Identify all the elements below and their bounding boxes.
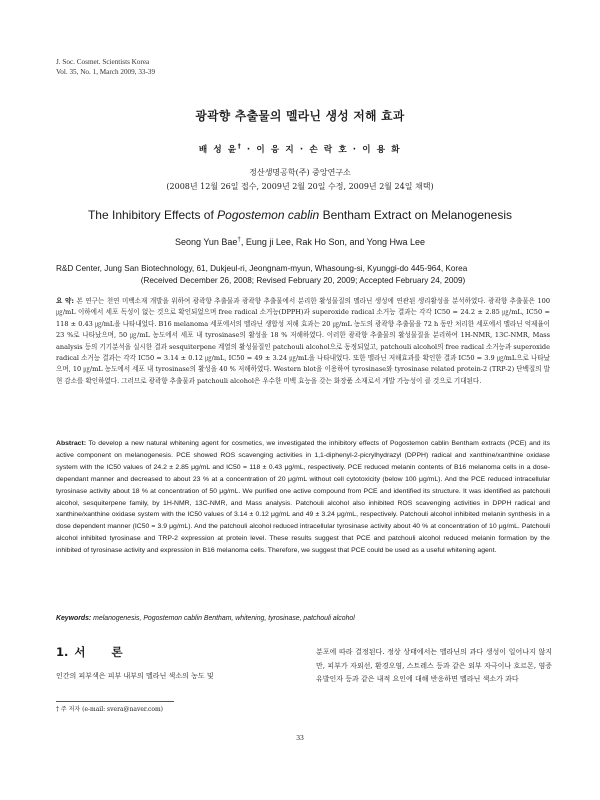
page-number: 33 [296, 733, 304, 742]
keywords [56, 614, 550, 624]
journal-name: J. Soc. Cosmet. Scientists Korea [56, 58, 150, 66]
korean-affiliation: 정산생명공학(주) 중앙연구소 [249, 168, 351, 177]
korean-other-authors: · 이 응 지 · 손 락 호 · 이 용 화 [242, 145, 402, 155]
english-title [0, 208, 600, 222]
footnote-divider [56, 701, 174, 702]
body-right-column: 분포에 따라 결정된다. 정상 상태에서는 멜라닌의 과다 생성이 일어나지 않지만, 피부가 자외선, 환경오염, 스트레스 등과 같은 외부 자극이나 호르몬, 염증 유발인자 등과 같은 내적 요인에 대해 반응하면 멜라닌 색소가 과다 [316, 648, 552, 683]
english-dates: (Received December 26, 2008; Revised February 20, 2009; Accepted February 24, 2009) [140, 275, 466, 285]
keywords-label: Keywords: [56, 615, 92, 622]
english-affiliation: R&D Center, Jung San Biotechnology, 61, Dukjeul-ri, Jeongnam-myun, Whasoung-si, Kyunggi-do 445-964, Korea [56, 264, 468, 273]
korean-abstract [56, 296, 550, 387]
english-abstract [56, 438, 550, 557]
english-corresponding-mark: † [237, 236, 241, 243]
korean-title: 광곽향 추출물의 멜라닌 생성 저해 효과 [195, 109, 405, 123]
english-abstract-text: To develop a new natural whitening agent for cosmetics, we investigated the inhibitory effects of Pogostemon cablin Bentham extracts (PCE) and its active component on melanogenesis. PCE showed ROS scavenging activities in 1,1-diphenyl-2-picrylhydrazyl (DPPH) radical and xanthine/xanthine oxidase system with the IC50 values of 24.2 ± 2.85 μg/mL and IC50 = 118 ± 0.43 μg/mL, respectively. PCE reduced melanin contents of B16 melanoma cells in a dose-dependant manner and decreased to about 23 % at a concentration of 20 μg/mL without cell cytotoxicity (below 100 μg/mL). And the PCE reduced intracellular tyrosinase activity about 18 % at concentration of 50 μg/mL. We purified one active compound from PCE and identified its structure. It was identified as patchouli alcohol, sesquiterpene family, by 1H-NMR, 13C-NMR, and Mass analysis. Patchouli alcohol also inhibited ROS scavenging activities in DPPH radical and xanthine/xanthine oxidase system with the IC50 values of 3.14 ± 0.12 μg/mL and 49 ± 3.24 μg/mL, respectively. Patchouli alcohol inhibited melanin synthesis in a dose dependent manner (IC50 = 3.9 μg/mL). And the patchouli alcohol reduced intracellular tyrosinase activity about 40 % at concentration of 10 μg/mL. Patchouli alcohol inhibited tyrosinase and TRP-2 expression at protein level. These results suggest that PCE and patchouli alcohol reduced melanin formation by the inhibited of tyrosinase activity and expression in B16 melanoma cells. Therefore, we suggest that PCE could be used as a useful whitening agent. [56, 440, 550, 555]
corresponding-mark: † [237, 143, 243, 151]
journal-volume: Vol. 35, No. 1, March 2009, 33-39 [56, 67, 156, 76]
footnote: † 주 저자 (e-mail: svera@naver.com) [56, 706, 164, 713]
english-first-author: Seong Yun Bae [174, 237, 238, 247]
english-title-post: Bentham Extract on Melanogenesis [319, 208, 513, 222]
korean-first-author: 배 성 윤 [198, 145, 238, 155]
journal-header [56, 58, 155, 77]
korean-abstract-label: 요 약: [56, 297, 74, 305]
english-title-pre: The Inhibitory Effects of [87, 208, 218, 222]
english-other-authors: , Eung ji Lee, Rak Ho Son, and Yong Hwa Lee [240, 237, 426, 247]
species-name: Pogostemon cablin [217, 208, 320, 222]
korean-authors [0, 143, 600, 155]
korean-dates: (2008년 12월 26일 접수, 2009년 2월 20일 수정, 2009년 2월 24일 채택) [166, 182, 434, 191]
section-number: 1. [56, 645, 69, 659]
english-abstract-label: Abstract: [56, 440, 87, 447]
english-affiliation-block [56, 263, 550, 286]
english-authors [0, 237, 600, 247]
section-title-part1: 서 [74, 645, 86, 659]
section-title-part2: 론 [111, 645, 123, 659]
section-heading [56, 644, 123, 660]
keywords-text: melanogenesis, Pogostemon cablin Bentham, whitening, tyrosinase, patchouli alcohol [91, 615, 355, 622]
korean-abstract-text: 본 연구는 천연 미백소재 개발을 위하여 광곽향 추출물과 광곽향 추출물에서 분리한 활성물질의 멜라닌 생성에 연관된 생리활성을 분석하였다. 광곽향 추출물은 100 ㎍/mL 이하에서 세포 독성이 없는 것으로 확인되었으며 free radical 소거능(DPPH)과 superoxide radical 소거능 결과는 각각 IC50 = 24.2 ± 2.85 ㎍/mL, IC50 = 118 ± 0.43 ㎍/mL을 나타내었다. B16 melanoma 세포에서의 멜라닌 생합성 저해 효과는 20 ㎍/mL 농도의 광곽향 추출물을 72 h 동안 처리한 세포에서 멜라닌 억제율이 23 %로 나타났으며, 50 ㎍/mL 농도에서 세포 내 tyrosinase의 활성을 18 % 저해하였다. 이러한 광곽향 추출물의 활성물질을 분리하여 1H-NMR, 13C-NMR, Mass analysis 등의 기기분석을 실시한 결과 sesquiterpene 계열의 활성물질인 patchouli alcohol으로 동정되었고, patchouli alcohol의 free radical 소거능과 superoxide radical 소거능 결과는 각각 IC50 = 3.14 ± 0.12 ㎍/mL, IC50 = 49 ± 3.24 ㎍/mL을 나타내었다. 또한 멜라닌 저해효과를 확인한 결과 IC50 = 3.9 ㎍/mL으로 나타났으며, 10 ㎍/mL 농도에서 세포 내 tyrosinase의 활성을 40 % 저해하였다. Western blot을 이용하여 tyrosinase와 tyrosinase related protein-2 (TRP-2) 단백질의 발현 감소를 확인하였다. 그러므로 광곽향 추출물과 patchouli alcohol은 우수한 미백 효능을 갖는 화장품 소재로서 개발 가능성이 클 것으로 기대된다. [56, 297, 550, 385]
body-left-column: 인간의 피부색은 피부 내부의 멜라닌 색소의 농도 및 [56, 672, 214, 680]
